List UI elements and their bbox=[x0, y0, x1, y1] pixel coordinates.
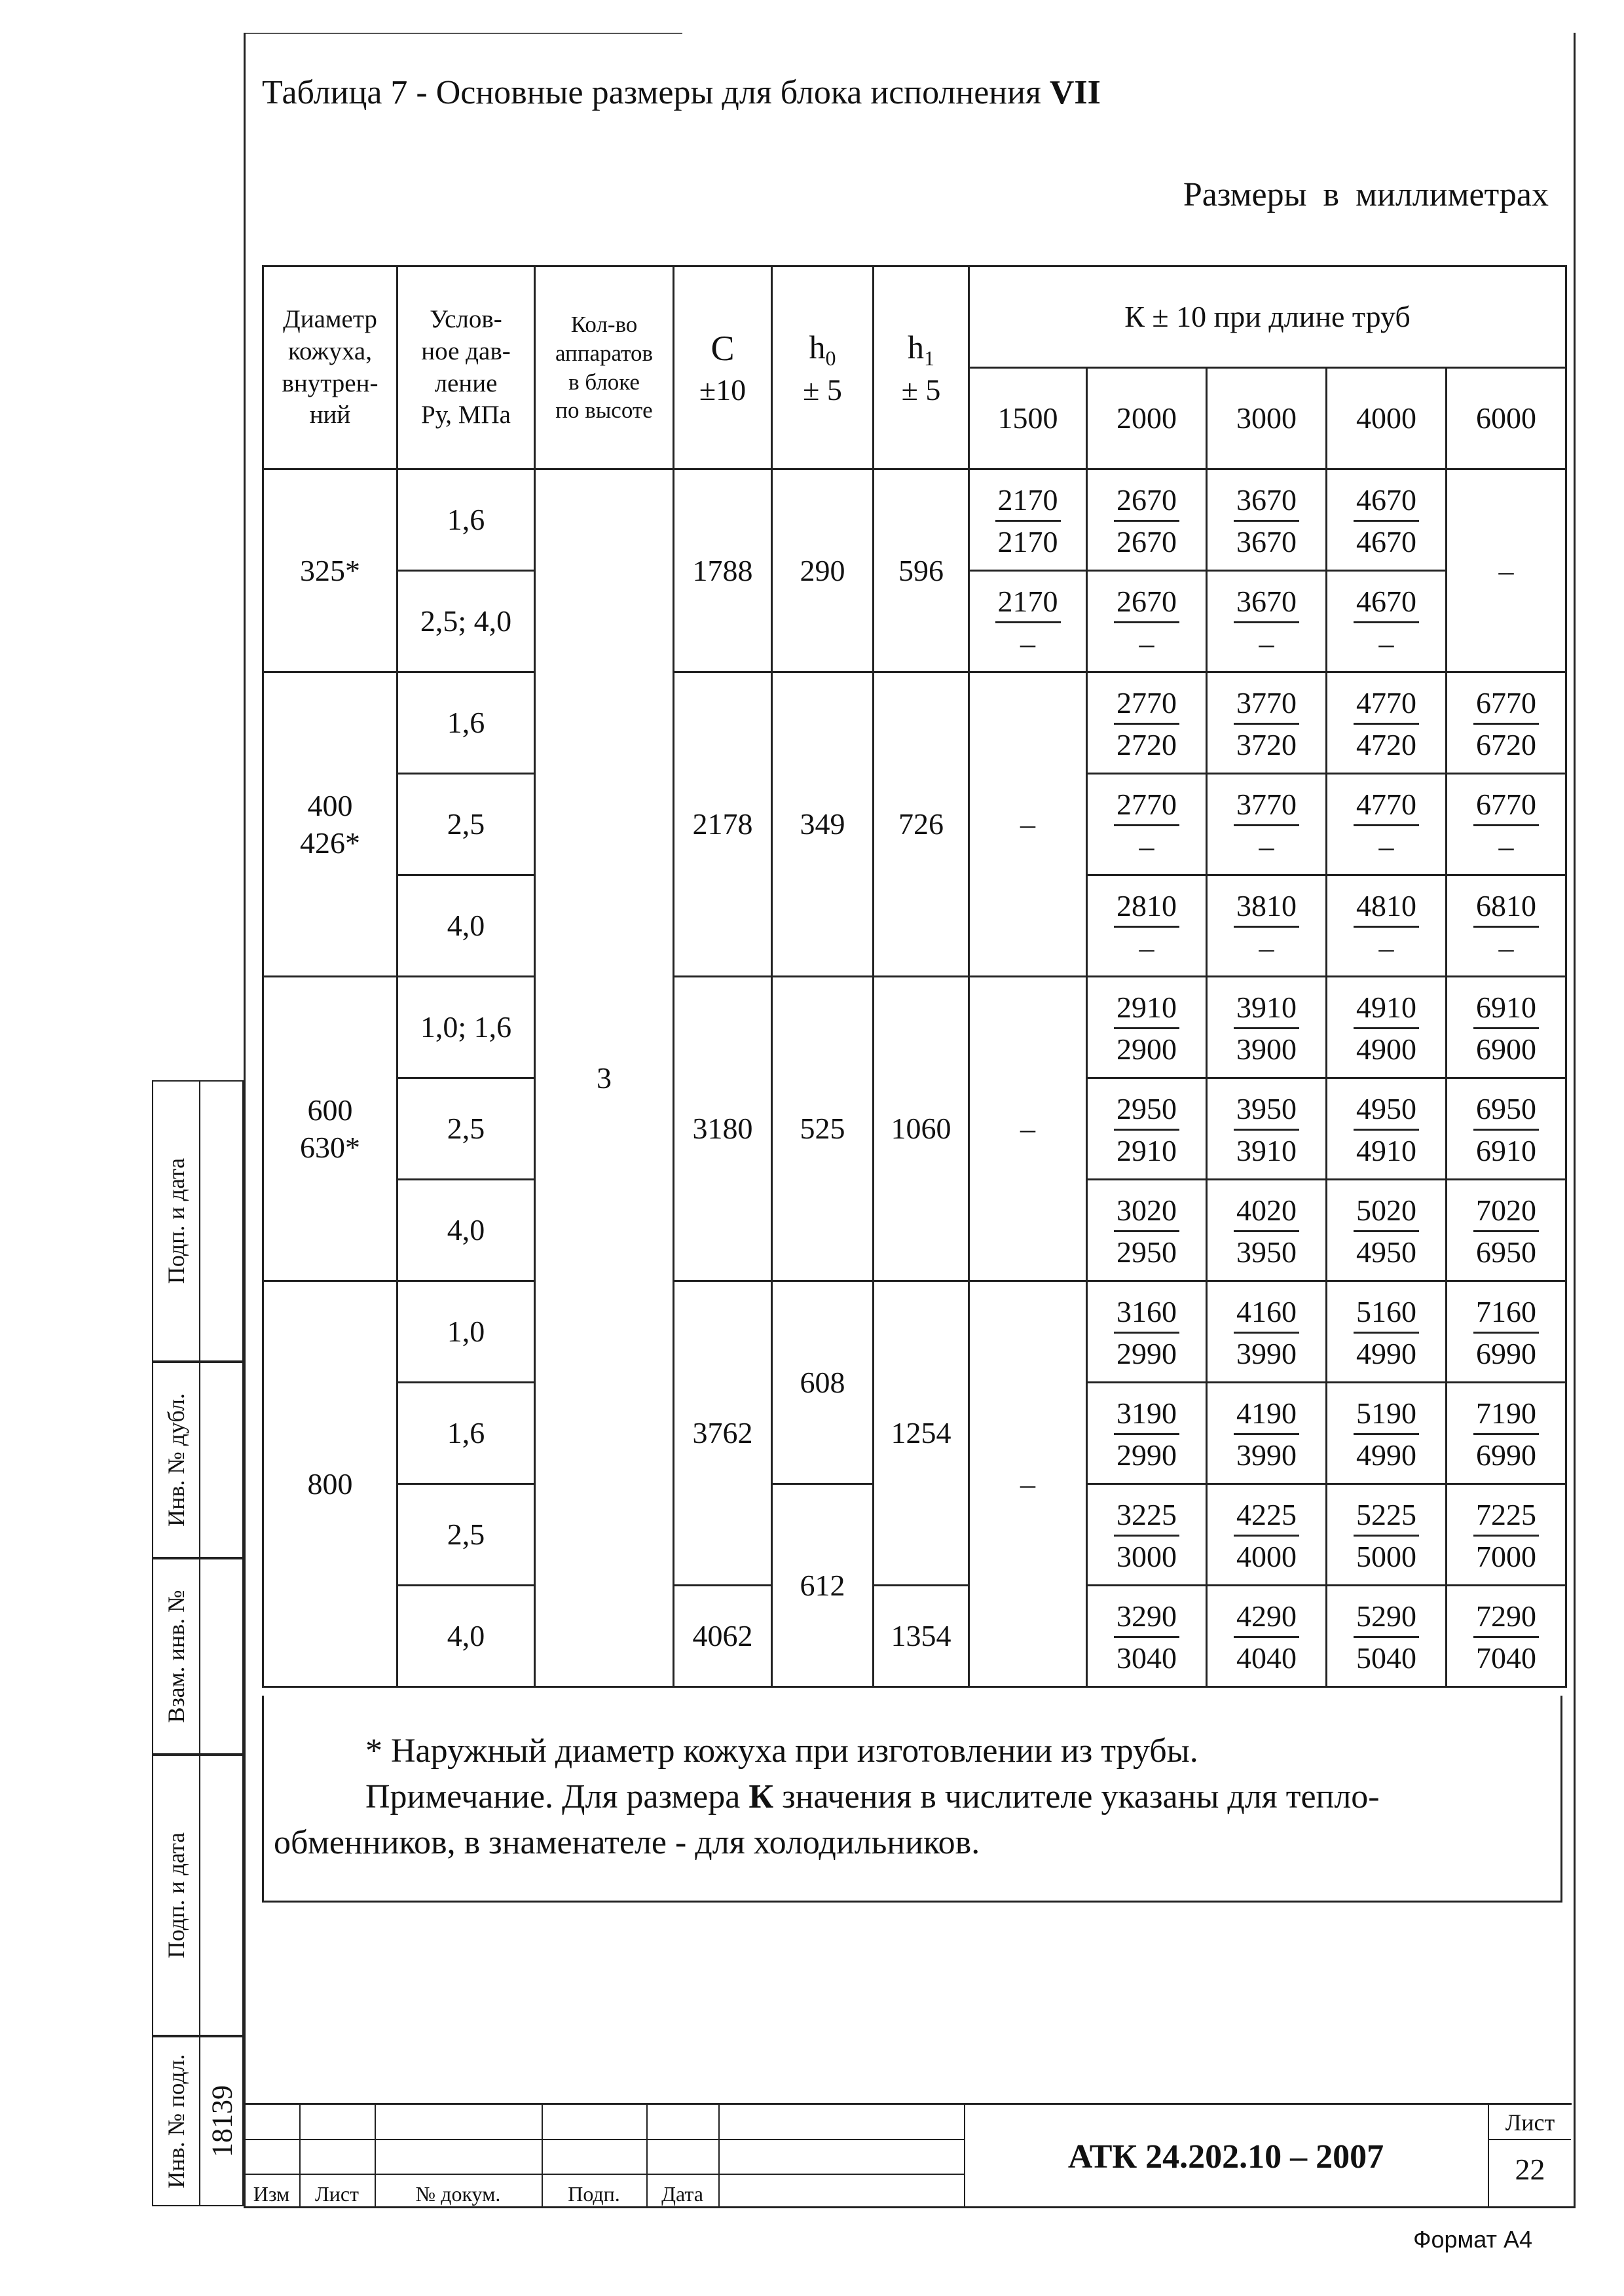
note-line-continued: обменников, в знаменателе - для холодильников. bbox=[274, 1824, 980, 1861]
cell-k: $\frac{2670}{2670}$ bbox=[1087, 469, 1207, 571]
cell-k: – bbox=[969, 1281, 1087, 1687]
cell-h1: 726 bbox=[874, 672, 969, 977]
cell-k: $\frac{6910}{6900}$ bbox=[1447, 977, 1566, 1078]
header-k-group: К ± 10 при длине труб bbox=[969, 266, 1566, 368]
side-field-replaced-inv: Взам. инв. № bbox=[152, 1558, 244, 1755]
cell-h0: 525 bbox=[772, 977, 874, 1281]
cell-k: $\frac{2770}{-}$ bbox=[1087, 774, 1207, 875]
cell-k: $\frac{3160}{2990}$ bbox=[1087, 1281, 1207, 1383]
cell-k: $\frac{4160}{3990}$ bbox=[1207, 1281, 1327, 1383]
header-count: Кол-во аппаратов в блоке по высоте bbox=[535, 266, 674, 469]
table-row bbox=[263, 672, 1566, 774]
dimensions-table bbox=[262, 265, 1567, 1688]
cell-k: $\frac{7190}{6990}$ bbox=[1447, 1383, 1566, 1484]
cell-k: $\frac{6950}{6910}$ bbox=[1447, 1078, 1566, 1180]
cell-pressure: 1,6 bbox=[397, 469, 535, 571]
side-field-sign-date: Подп. и дата bbox=[152, 1080, 244, 1362]
side-field-dup-inv: Инв. № дубл. bbox=[152, 1362, 244, 1558]
cell-pressure: 1,6 bbox=[397, 672, 535, 774]
cell-k: – bbox=[969, 977, 1087, 1281]
table-caption: Таблица 7 - Основные размеры для блока исполнения VII bbox=[262, 74, 1101, 111]
header-len-6000: 6000 bbox=[1447, 368, 1566, 469]
cell-k: $\frac{3190}{2990}$ bbox=[1087, 1383, 1207, 1484]
cell-diameter: 600 630* bbox=[263, 977, 397, 1281]
cell-h0: 608 bbox=[772, 1281, 874, 1484]
cell-k: $\frac{2770}{2720}$ bbox=[1087, 672, 1207, 774]
header-c: С ±10 bbox=[674, 266, 772, 469]
cell-k: $\frac{3670}{-}$ bbox=[1207, 571, 1327, 672]
side-field-original-inv: Инв. № подл. 18139 bbox=[152, 2036, 244, 2206]
header-len-2000: 2000 bbox=[1087, 368, 1207, 469]
header-len-4000: 4000 bbox=[1327, 368, 1447, 469]
cell-h0: 349 bbox=[772, 672, 874, 977]
cell-diameter: 400 426* bbox=[263, 672, 397, 977]
header-h1: $h_1$ ± 5 bbox=[874, 266, 969, 469]
cell-pressure: 2,5 bbox=[397, 774, 535, 875]
cell-h1: 1354 bbox=[874, 1586, 969, 1687]
cell-pressure: 4,0 bbox=[397, 875, 535, 977]
stamp-label-list: Лист bbox=[314, 2182, 359, 2206]
cell-count: 3 bbox=[535, 469, 674, 1687]
sheet-number: 22 bbox=[1515, 2153, 1545, 2186]
cell-k: $\frac{6770}{6720}$ bbox=[1447, 672, 1566, 774]
note-line: Примечание. Для размера К значения в числителе указаны для тепло- bbox=[365, 1778, 1380, 1815]
cell-k: $\frac{4910}{4900}$ bbox=[1327, 977, 1447, 1078]
stamp-label-sign: Подп. bbox=[568, 2182, 620, 2206]
cell-k: $\frac{5225}{5000}$ bbox=[1327, 1484, 1447, 1586]
cell-k: – bbox=[969, 672, 1087, 977]
cell-k: $\frac{4770}{4720}$ bbox=[1327, 672, 1447, 774]
cell-k: $\frac{5290}{5040}$ bbox=[1327, 1586, 1447, 1687]
cell-k: $\frac{2170}{-}$ bbox=[969, 571, 1087, 672]
stamp-label-izm: Изм bbox=[253, 2182, 290, 2206]
cell-c: 3180 bbox=[674, 977, 772, 1281]
cell-k: $\frac{3225}{3000}$ bbox=[1087, 1484, 1207, 1586]
cell-k: $\frac{4290}{4040}$ bbox=[1207, 1586, 1327, 1687]
cell-k: $\frac{4670}{-}$ bbox=[1327, 571, 1447, 672]
header-diameter: Диаметр кожуха, внутрен- ний bbox=[263, 266, 397, 469]
cell-pressure: 2,5; 4,0 bbox=[397, 571, 535, 672]
stamp-label-doc: № докум. bbox=[415, 2182, 501, 2206]
sheet-box bbox=[1488, 2105, 1571, 2208]
cell-c: 1788 bbox=[674, 469, 772, 672]
cell-k: $\frac{2910}{2900}$ bbox=[1087, 977, 1207, 1078]
paper-format: Формат А4 bbox=[1413, 2226, 1532, 2253]
header-len-1500: 1500 bbox=[969, 368, 1087, 469]
cell-c: 3762 bbox=[674, 1281, 772, 1586]
stamp-label-date: Дата bbox=[661, 2182, 703, 2206]
cell-k: $\frac{6770}{-}$ bbox=[1447, 774, 1566, 875]
cell-h1: 596 bbox=[874, 469, 969, 672]
table-row bbox=[263, 977, 1566, 1078]
cell-pressure: 1,0; 1,6 bbox=[397, 977, 535, 1078]
header-len-3000: 3000 bbox=[1207, 368, 1327, 469]
cell-k: $\frac{2950}{2910}$ bbox=[1087, 1078, 1207, 1180]
original-inv-number: 18139 bbox=[206, 2085, 238, 2157]
table-row bbox=[263, 1281, 1566, 1383]
header-h0: $h_0$ ± 5 bbox=[772, 266, 874, 469]
units-note: Размеры в миллиметрах bbox=[1183, 176, 1549, 213]
cell-diameter: 800 bbox=[263, 1281, 397, 1687]
cell-k: $\frac{4950}{4910}$ bbox=[1327, 1078, 1447, 1180]
cell-pressure: 4,0 bbox=[397, 1180, 535, 1281]
cell-k: $\frac{5020}{4950}$ bbox=[1327, 1180, 1447, 1281]
cell-k: – bbox=[1447, 469, 1566, 672]
cell-k: $\frac{3770}{-}$ bbox=[1207, 774, 1327, 875]
cell-k: $\frac{7160}{6990}$ bbox=[1447, 1281, 1566, 1383]
cell-k: $\frac{4670}{4670}$ bbox=[1327, 469, 1447, 571]
cell-c: 4062 bbox=[674, 1586, 772, 1687]
cell-k: $\frac{2170}{2170}$ bbox=[969, 469, 1087, 571]
document-code: АТК 24.202.10 – 2007 bbox=[1067, 2138, 1384, 2176]
sheet-label: Лист bbox=[1505, 2109, 1555, 2136]
cell-k: $\frac{6810}{-}$ bbox=[1447, 875, 1566, 977]
footnote-outer-diameter: * Наружный диаметр кожуха при изготовлении из трубы. bbox=[365, 1732, 1198, 1770]
cell-pressure: 4,0 bbox=[397, 1586, 535, 1687]
side-field-sign-date-2: Подп. и дата bbox=[152, 1755, 244, 2036]
cell-k: $\frac{3020}{2950}$ bbox=[1087, 1180, 1207, 1281]
cell-k: $\frac{3670}{3670}$ bbox=[1207, 469, 1327, 571]
cell-pressure: 1,0 bbox=[397, 1281, 535, 1383]
cell-k: $\frac{3810}{-}$ bbox=[1207, 875, 1327, 977]
cell-k: $\frac{7020}{6950}$ bbox=[1447, 1180, 1566, 1281]
caption-variant: VII bbox=[1049, 74, 1101, 111]
cell-k: $\frac{4810}{-}$ bbox=[1327, 875, 1447, 977]
cell-h1: 1060 bbox=[874, 977, 969, 1281]
cell-pressure: 2,5 bbox=[397, 1484, 535, 1586]
cell-k: $\frac{5190}{4990}$ bbox=[1327, 1383, 1447, 1484]
cell-k: $\frac{7225}{7000}$ bbox=[1447, 1484, 1566, 1586]
cell-c: 2178 bbox=[674, 672, 772, 977]
cell-k: $\frac{3910}{3900}$ bbox=[1207, 977, 1327, 1078]
cell-h1: 1254 bbox=[874, 1281, 969, 1586]
cell-k: $\frac{4190}{3990}$ bbox=[1207, 1383, 1327, 1484]
cell-k: $\frac{2810}{-}$ bbox=[1087, 875, 1207, 977]
cell-k: $\frac{5160}{4990}$ bbox=[1327, 1281, 1447, 1383]
cell-k: $\frac{7290}{7040}$ bbox=[1447, 1586, 1566, 1687]
cell-k: $\frac{4225}{4000}$ bbox=[1207, 1484, 1327, 1586]
cell-pressure: 1,6 bbox=[397, 1383, 535, 1484]
cell-k: $\frac{4770}{-}$ bbox=[1327, 774, 1447, 875]
cell-k: $\frac{2670}{-}$ bbox=[1087, 571, 1207, 672]
table-row bbox=[263, 469, 1566, 571]
cell-h0: 290 bbox=[772, 469, 874, 672]
header-pressure: Услов- ное дав- ление Ру, МПа bbox=[397, 266, 535, 469]
table-row bbox=[263, 1586, 1566, 1687]
cell-k: $\frac{4020}{3950}$ bbox=[1207, 1180, 1327, 1281]
cell-k: $\frac{3950}{3910}$ bbox=[1207, 1078, 1327, 1180]
title-block bbox=[244, 2103, 1572, 2208]
cell-h0: 612 bbox=[772, 1484, 874, 1687]
cell-diameter: 325* bbox=[263, 469, 397, 672]
cell-k: $\frac{3290}{3040}$ bbox=[1087, 1586, 1207, 1687]
cell-k: $\frac{3770}{3720}$ bbox=[1207, 672, 1327, 774]
table-notes bbox=[262, 1696, 1562, 1903]
cell-pressure: 2,5 bbox=[397, 1078, 535, 1180]
